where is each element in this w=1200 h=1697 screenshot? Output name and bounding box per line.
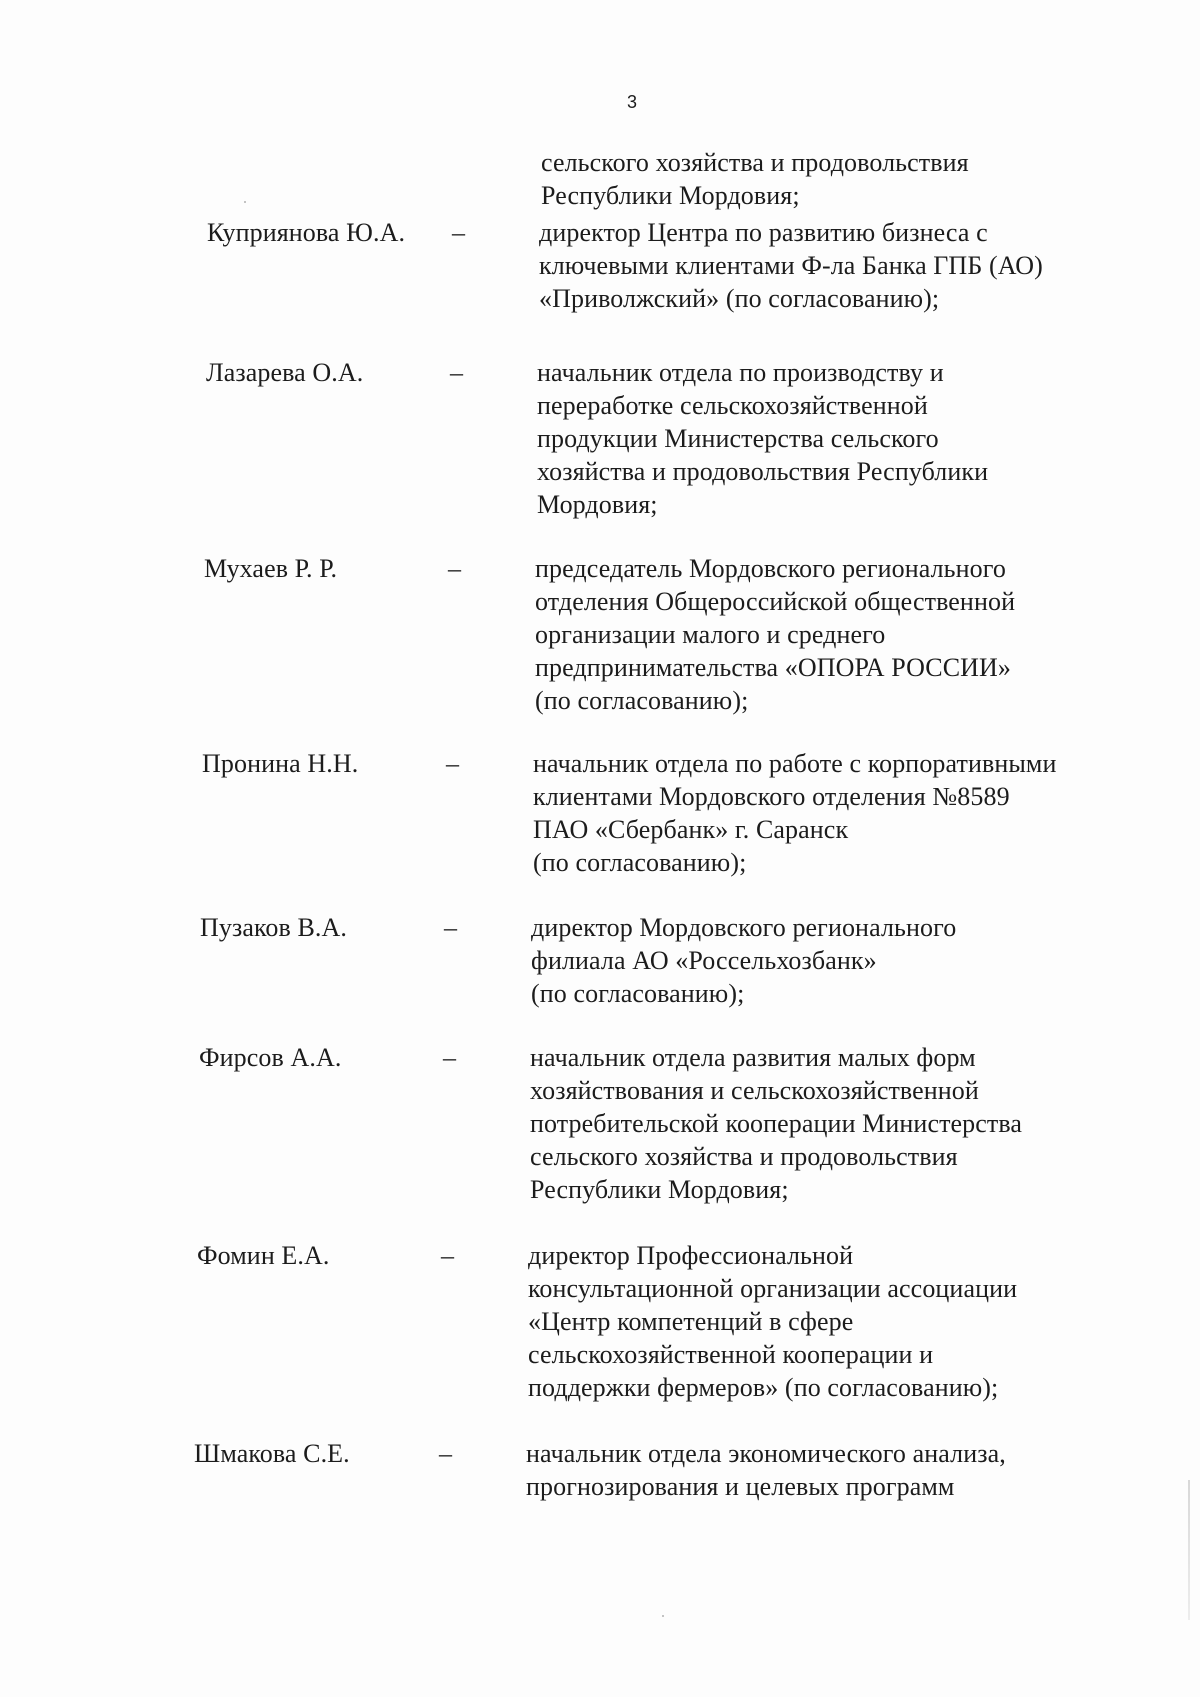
- description-line: директор Мордовского регионального: [531, 913, 957, 942]
- description-line: сельскохозяйственной кооперации и: [528, 1340, 934, 1369]
- description-line: директор Профессиональной: [528, 1241, 854, 1270]
- description-line: поддержки фермеров» (по согласованию);: [528, 1373, 999, 1402]
- member-dash: –: [446, 749, 460, 778]
- description-line: филиала АО «Россельхозбанк»: [531, 946, 877, 975]
- member-dash: –: [441, 1241, 455, 1270]
- description-line: отделения Общероссийской общественной: [535, 587, 1016, 616]
- page-number: 3: [626, 92, 637, 112]
- description-line: (по согласованию);: [531, 979, 745, 1008]
- member-dash: –: [448, 554, 462, 583]
- member-description: [530, 1041, 1130, 1206]
- description-line: предпринимательства «ОПОРА РОССИИ»: [535, 653, 1011, 682]
- member-name: Фомин Е.А.: [197, 1241, 330, 1270]
- description-line: организации малого и среднего: [535, 620, 886, 649]
- continuation-line: Республики Мордовия;: [541, 181, 800, 210]
- member-description: [526, 1437, 1126, 1503]
- continuation-text: [541, 146, 1131, 212]
- description-line: хозяйствования и сельскохозяйственной: [530, 1076, 979, 1105]
- description-line: сельского хозяйства и продовольствия: [530, 1142, 958, 1171]
- member-name: Фирсов А.А.: [199, 1043, 342, 1072]
- description-line: потребительской кооперации Министерства: [530, 1109, 1023, 1138]
- description-line: «Приволжский» (по согласованию);: [539, 284, 940, 313]
- scan-speck: [244, 201, 246, 203]
- member-name: Шмакова С.Е.: [194, 1439, 350, 1468]
- description-line: Мордовия;: [537, 490, 658, 519]
- member-name: Мухаев Р. Р.: [204, 554, 338, 583]
- member-dash: –: [443, 1043, 457, 1072]
- description-line: консультационной организации ассоциации: [528, 1274, 1018, 1303]
- scan-edge-shadow: [1188, 1480, 1190, 1620]
- description-line: хозяйства и продовольствия Республики: [537, 457, 989, 486]
- member-name: Пузаков В.А.: [200, 913, 347, 942]
- description-line: директор Центра по развитию бизнеса с: [539, 218, 988, 247]
- description-line: ключевыми клиентами Ф-ла Банка ГПБ (АО): [539, 251, 1043, 280]
- member-description: [539, 216, 1139, 315]
- description-line: «Центр компетенций в сфере: [528, 1307, 854, 1336]
- description-line: (по согласованию);: [535, 686, 749, 715]
- description-line: ПАО «Сбербанк» г. Саранск: [533, 815, 849, 844]
- member-name: Лазарева О.А.: [206, 358, 364, 387]
- description-line: продукции Министерства сельского: [537, 424, 939, 453]
- description-line: председатель Мордовского регионального: [535, 554, 1006, 583]
- member-description: [531, 911, 1131, 1010]
- member-name: Пронина Н.Н.: [202, 749, 359, 778]
- scan-speck: [662, 1615, 664, 1617]
- member-description: [533, 747, 1133, 879]
- member-description: [528, 1239, 1128, 1404]
- member-description: [535, 552, 1135, 717]
- description-line: начальник отдела экономического анализа,: [526, 1439, 1006, 1468]
- description-line: начальник отдела по производству и: [537, 358, 944, 387]
- member-dash: –: [450, 358, 464, 387]
- member-dash: –: [452, 218, 466, 247]
- member-dash: –: [444, 913, 458, 942]
- description-line: Республики Мордовия;: [530, 1175, 789, 1204]
- description-line: прогнозирования и целевых программ: [526, 1472, 955, 1501]
- member-description: [537, 356, 1137, 521]
- description-line: начальник отдела развития малых форм: [530, 1043, 976, 1072]
- member-name: Куприянова Ю.А.: [207, 218, 406, 247]
- description-line: переработке сельскохозяйственной: [537, 391, 928, 420]
- description-line: (по согласованию);: [533, 848, 747, 877]
- continuation-line: сельского хозяйства и продовольствия: [541, 148, 969, 177]
- member-dash: –: [439, 1439, 453, 1468]
- description-line: начальник отдела по работе с корпоративными: [533, 749, 1057, 778]
- description-line: клиентами Мордовского отделения №8589: [533, 782, 1010, 811]
